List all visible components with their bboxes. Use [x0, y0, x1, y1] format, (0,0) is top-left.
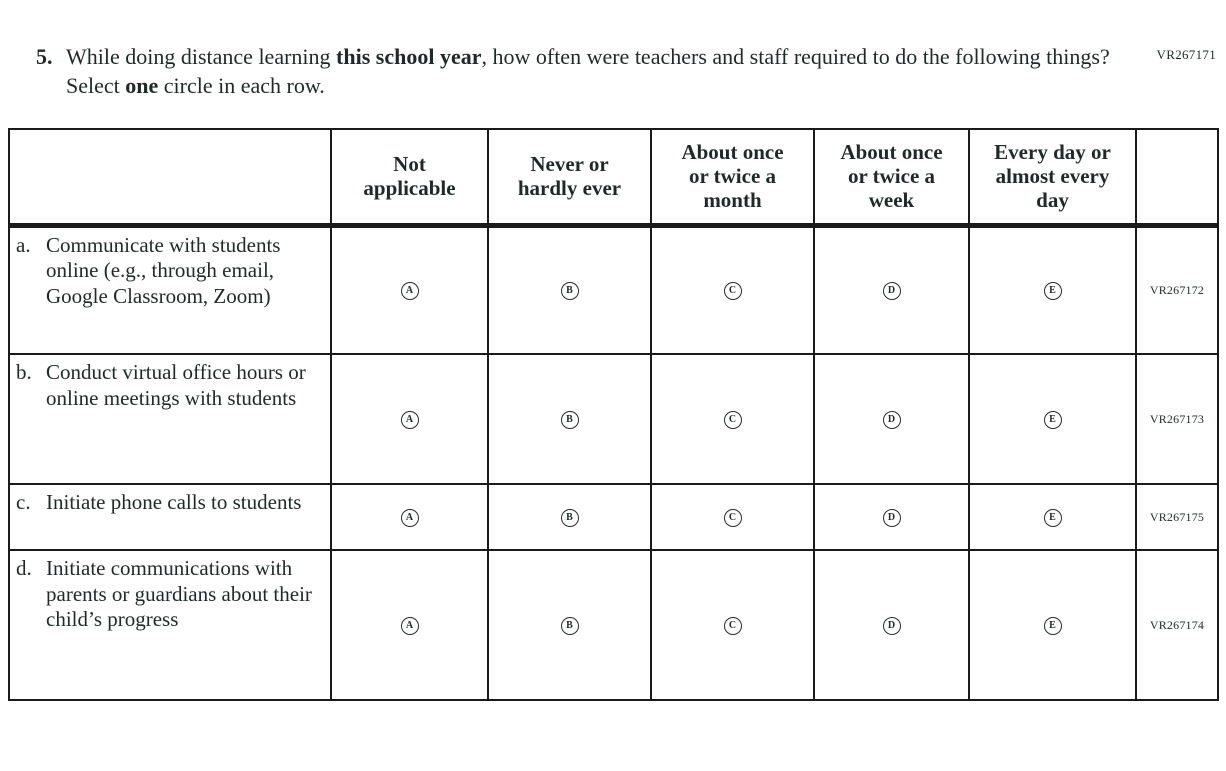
row-letter: d.	[16, 556, 32, 581]
row-code: VR267172	[1136, 225, 1218, 354]
row-label: Communicate with students online (e.g., through email, Google Classroom, Zoom)	[46, 232, 281, 308]
question-number: 5.	[36, 44, 53, 69]
table-row-b	[9, 354, 1218, 484]
table-row-d	[9, 550, 1218, 700]
option-bubble-c[interactable]: C	[724, 617, 742, 635]
option-bubble-e[interactable]: E	[1044, 411, 1062, 429]
question-text-part3: circle in each row.	[158, 73, 325, 99]
header-cell-not-applicable: Not applicable	[331, 129, 488, 225]
option-bubble-e[interactable]: E	[1044, 509, 1062, 527]
option-bubble-c[interactable]: C	[724, 411, 742, 429]
question-text	[66, 42, 1166, 100]
option-bubble-c[interactable]: C	[724, 509, 742, 527]
question-text-part2: , how often were teachers and staff required to do the following things? Select	[66, 44, 1110, 99]
row-code: VR267174	[1136, 550, 1218, 700]
option-bubble-d[interactable]: D	[883, 411, 901, 429]
row-letter: a.	[16, 232, 31, 257]
survey-table	[8, 128, 1219, 701]
row-label: Conduct virtual office hours or online meetings with students	[46, 360, 306, 410]
row-letter: c.	[16, 490, 31, 515]
option-bubble-b[interactable]: B	[561, 411, 579, 429]
option-bubble-e[interactable]: E	[1044, 282, 1062, 300]
header-cell-daily: Every day or almost every day	[969, 129, 1136, 225]
table-row-c	[9, 484, 1218, 550]
option-bubble-c[interactable]: C	[724, 282, 742, 300]
header-cell-code	[1136, 129, 1218, 225]
option-bubble-a[interactable]: A	[401, 617, 419, 635]
question-text-bold1: this school year	[336, 44, 482, 69]
row-label: Initiate communications with parents or guardians about their child’s progress	[46, 556, 312, 632]
header-row	[9, 129, 1218, 225]
option-bubble-a[interactable]: A	[401, 509, 419, 527]
option-bubble-d[interactable]: D	[883, 282, 901, 300]
question	[36, 42, 1166, 100]
option-bubble-a[interactable]: A	[401, 282, 419, 300]
row-code: VR267175	[1136, 484, 1218, 550]
page-code: VR267171	[1156, 47, 1216, 62]
header-cell-never: Never or hardly ever	[488, 129, 651, 225]
option-bubble-d[interactable]: D	[883, 509, 901, 527]
row-code: VR267173	[1136, 354, 1218, 484]
header-cell-weekly: About once or twice a week	[814, 129, 969, 225]
row-label: Initiate phone calls to students	[46, 490, 302, 515]
option-bubble-e[interactable]: E	[1044, 617, 1062, 635]
header-cell-blank	[9, 129, 331, 225]
table-row-a	[9, 225, 1218, 354]
question-text-bold2: one	[125, 73, 159, 99]
option-bubble-b[interactable]: B	[561, 509, 579, 527]
question-text-part1: While doing distance learning	[66, 44, 337, 69]
option-bubble-b[interactable]: B	[561, 617, 579, 635]
row-letter: b.	[16, 360, 32, 385]
option-bubble-b[interactable]: B	[561, 282, 579, 300]
option-bubble-d[interactable]: D	[883, 617, 901, 635]
option-bubble-a[interactable]: A	[401, 411, 419, 429]
header-cell-monthly: About once or twice a month	[651, 129, 814, 225]
